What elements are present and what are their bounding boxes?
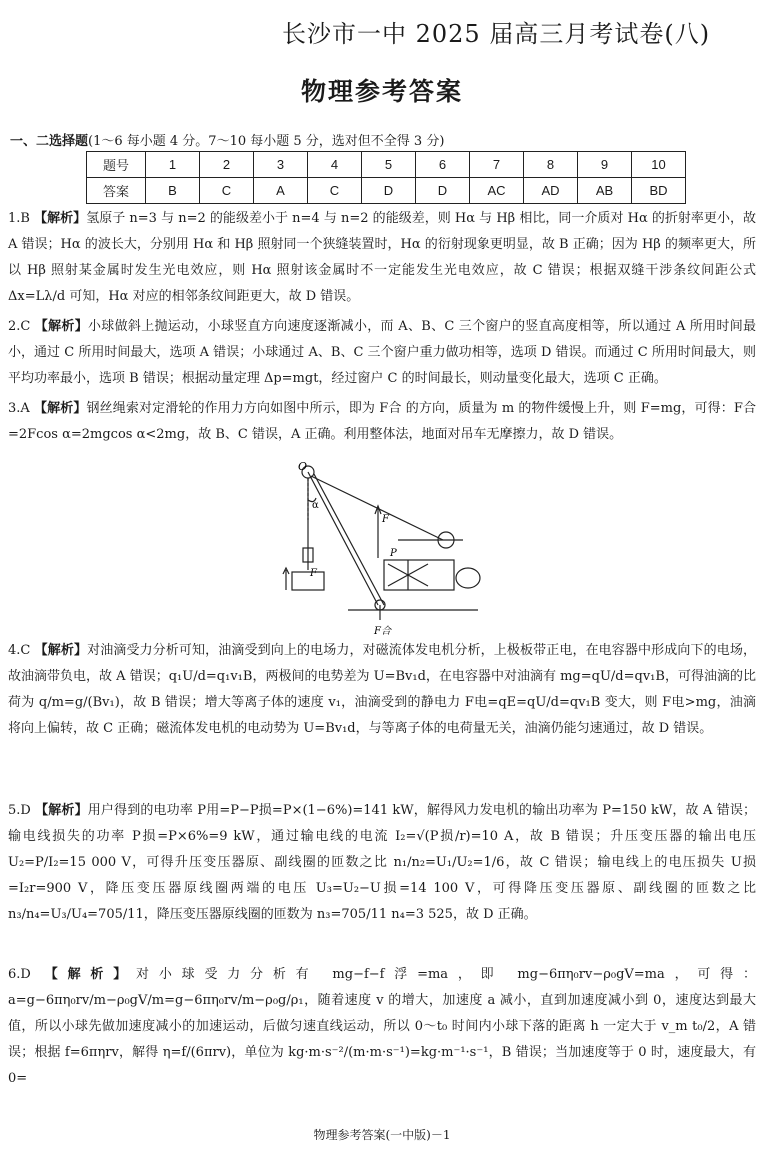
table-cell: D (416, 178, 470, 204)
item-number: 2.C (8, 319, 31, 334)
table-cell: BD (632, 178, 686, 204)
item-number: 5.D (8, 803, 31, 818)
crane-force-diagram (278, 460, 488, 640)
solution-item-1 (8, 206, 756, 310)
item-text: 小球做斜上抛运动，小球竖直方向速度逐渐减小，而 A、B、C 三个窗户的竖直高度相等，所以通过 A 所用时间最小，通过 C 所用时间最大，选项 A 错误；小球通过 A、B、C 三个窗户重力做功相等，选项 D 错误。而通过 C 所用时间最大，则平均功率最小，选项 B 错误；根据动量定理 Δp=mgt，经过窗户 C 的时间最长，则动量变化最大，选项 C 正确。 (8, 319, 756, 386)
table-cell: 2 (200, 152, 254, 178)
table-cell: C (200, 178, 254, 204)
table-cell: 10 (632, 152, 686, 178)
table-cell: 7 (470, 152, 524, 178)
item-text: 钢丝绳索对定滑轮的作用力方向如图中所示，即为 F合 的方向，质量为 m 的物件缓慢上升，则 F=mg，可得：F合=2Fcos α=2mgcos α<2mg，故 B、C 错误，A 正确。利用整体法，地面对吊车无摩擦力，故 D 错误。 (8, 401, 756, 442)
analysis-tag: 【解析】 (34, 401, 87, 416)
label-alpha: α (312, 500, 319, 511)
table-cell: AC (470, 178, 524, 204)
table-row-answers (87, 178, 686, 204)
analysis-tag: 【解析】 (44, 967, 137, 982)
section-label: 一、二选择题 (10, 134, 89, 149)
label-resultant: F合 (374, 626, 391, 637)
item-number: 4.C (8, 643, 31, 658)
table-cell: B (146, 178, 200, 204)
table-cell: 8 (524, 152, 578, 178)
table-cell: 9 (578, 152, 632, 178)
table-cell: AD (524, 178, 578, 204)
table-row-numbers (87, 152, 686, 178)
table-cell: C (308, 178, 362, 204)
item-number: 1.B (8, 211, 30, 226)
exam-header-title: 长沙市一中 2025 届高三月考试卷(八) (282, 20, 711, 48)
item-text: 用户得到的电功率 P用=P−P损=P×(1−6%)=141 kW，解得风力发电机的输出功率为 P=150 kW，故 A 错误；输电线损失的功率 P损=P×6%=9 kW，通过输电线的电流 I₂=√(P损/r)=10 A，故 B 错误；升压变压器的输出电压 U₂=P/I₂=15 000 V，可得升压变压器原、副线圈的匝数之比 n₁/n₂=U₁/U₂=1/6，故 C 错误；输电线上的电压损失 U损=I₂r=900 V，降压变压器原线圈两端的电压 U₃=U₂−U损=14 100 V，可得降压变压器原、副线圈的匝数之比 n₃/n₄=U₃/U₄=705/11，降压变压器原线圈的匝数为 n₃=705/11 n₄=3 525，故 D 正确。 (8, 803, 756, 922)
analysis-tag: 【解析】 (34, 211, 87, 226)
item-text: 对油滴受力分析可知，油滴受到向上的电场力，对磁流体发电机分析，上极板带正电，在电容器中形成向下的电场，故油滴带负电，故 A 错误；q₁U/d=q₁v₁B，两极间的电势差为 U=Bv₁d，在电容器中对油滴有 mg=qU/d=qv₁B，可得油滴的比荷为 q/m=g/(Bv₁)，故 B 错误；增大等离子体的速度 v₁，油滴受到的静电力 F电=qE=qU/d=qv₁B 变大，则 F电>mg，油滴将向上偏转，故 C 正确；磁流体发电机的电动势为 U=Bv₁d，与等离子体的电荷量无关，油滴仍能匀速通过，故 D 错误。 (8, 643, 756, 736)
table-cell: 4 (308, 152, 362, 178)
solution-item-6 (8, 962, 756, 1092)
page-title: 物理参考答案 (300, 77, 463, 106)
crane-body (384, 560, 454, 590)
table-header-answer: 答案 (87, 178, 146, 204)
solution-item-5 (8, 798, 756, 928)
table-cell: A (254, 178, 308, 204)
label-O: O (298, 460, 308, 473)
item-text: 对小球受力分析有 mg−f−f浮=ma，即 mg−6πη₀rv−ρ₀gV=ma，可得：a=g−6πη₀rv/m−ρ₀gV/m=g−6πη₀rv/m−ρ₀g/ρ₁，随着速度 v 的增大，加速度 a 减小，直到加速度减小到 0，速度达到最大值，所以小球先做加速度减小的加速运动，后做匀速直线运动，所以 0～t₀ 时间内小球下落的距离 h 一定大于 v_m t₀/2，A 错误；根据 f=6πηrv，解得 η=f/(6πrv)，单位为 kg·m·s⁻²/(m·m·s⁻¹)=kg·m⁻¹·s⁻¹，B 错误；当加速度等于 0 时，速度最大，有 0= (8, 967, 756, 1086)
analysis-tag: 【解析】 (35, 803, 88, 818)
table-cell: D (362, 178, 416, 204)
table-header-number: 题号 (87, 152, 146, 178)
solution-item-2 (8, 314, 756, 392)
table-cell: 5 (362, 152, 416, 178)
counterweight (456, 568, 480, 588)
item-number: 6.D (8, 967, 31, 982)
table-cell: AB (578, 178, 632, 204)
solution-item-4 (8, 638, 756, 742)
item-text: 氢原子 n=3 与 n=2 的能级差小于 n=4 与 n=2 的能级差，则 Hα 与 Hβ 相比，同一介质对 Hα 的折射率更小，故 A 错误；Hα 的波长大，分别用 Hα 和 Hβ 照射同一个狭缝装置时，Hα 的衍射现象更明显，故 B 正确；因为 Hβ 的频率更大，所以 Hβ 照射某金属时发生光电效应，则 Hα 照射该金属时不一定能发生光电效应，故 C 错误；根据双缝干涉条纹间距公式 Δx=Lλ/d 可知，Hα 对应的相邻条纹间距更大，故 D 错误。 (8, 211, 756, 304)
table-cell: 3 (254, 152, 308, 178)
page-footer: 物理参考答案(一中版)－1 (313, 1128, 451, 1142)
section-note: (1～6 每小题 4 分。7～10 每小题 5 分，选对但不全得 3 分) (88, 134, 445, 149)
analysis-tag: 【解析】 (34, 319, 88, 334)
label-force-1: F (382, 514, 389, 525)
solution-item-3 (8, 396, 756, 448)
section-heading (10, 130, 444, 149)
label-force-2: F (310, 568, 317, 579)
table-cell: 1 (146, 152, 200, 178)
answer-table (86, 151, 686, 204)
table-cell: 6 (416, 152, 470, 178)
item-number: 3.A (8, 401, 30, 416)
analysis-tag: 【解析】 (34, 643, 88, 658)
label-P: P (390, 548, 397, 559)
load-box (292, 572, 324, 590)
